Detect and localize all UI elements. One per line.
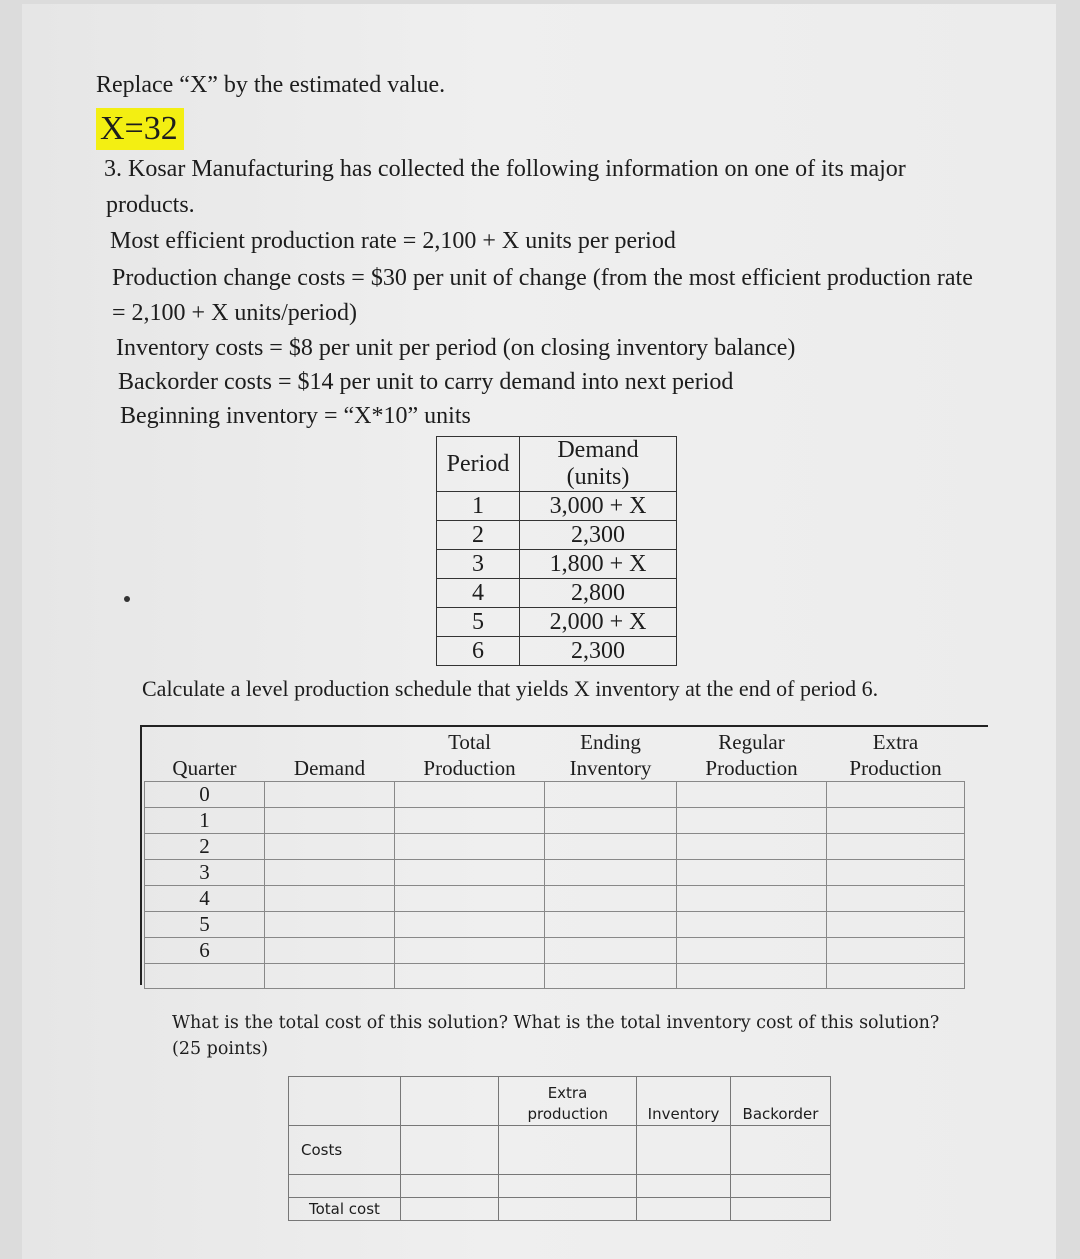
table-row [145, 860, 965, 886]
ending-inventory-input-cell[interactable] [545, 886, 677, 912]
table-row [437, 492, 677, 521]
cost-question [172, 1010, 939, 1062]
costs-row [289, 1126, 831, 1175]
period-cell: 2 [437, 521, 520, 550]
demand-input-cell[interactable] [265, 860, 395, 886]
cost-table [288, 1076, 831, 1221]
quarter-cell: 5 [145, 912, 265, 938]
production-table [144, 729, 965, 989]
extra-production-header [827, 729, 965, 782]
problem-line-5: = 2,100 + X units/period) [112, 300, 358, 326]
demand-cell: 2,800 [520, 579, 677, 608]
demand-input-cell[interactable] [265, 834, 395, 860]
ending-inventory-input-cell[interactable] [545, 912, 677, 938]
table-row [145, 834, 965, 860]
problem-line-4: Production change costs = $30 per unit of change (from the most efficient production rate [112, 265, 973, 291]
total-cost-input-cell[interactable] [499, 1198, 637, 1221]
ending-inventory-bottom: Inventory [569, 756, 652, 780]
cost-question-line-1: What is the total cost of this solution? What is the total inventory cost of this solution? [172, 1013, 940, 1033]
extra-production-input-cell[interactable] [827, 808, 965, 834]
total-production-input-cell[interactable] [395, 782, 545, 808]
backorder-cost-header: Backorder [731, 1077, 831, 1126]
total-cost-label: Total cost [289, 1198, 401, 1221]
demand-cell: 2,300 [520, 637, 677, 666]
production-table-header [145, 729, 965, 782]
quarter-cell: 1 [145, 808, 265, 834]
table-row [145, 808, 965, 834]
regular-production-input-cell[interactable] [677, 860, 827, 886]
demand-col-label: Demand [293, 756, 366, 780]
regular-production-input-cell[interactable] [677, 808, 827, 834]
table-row [145, 782, 965, 808]
quarter-cell: 6 [145, 938, 265, 964]
demand-input-cell[interactable] [265, 782, 395, 808]
problem-line-2: products. [106, 192, 195, 218]
extra-production-input-cell[interactable] [827, 782, 965, 808]
regular-production-input-cell[interactable] [677, 834, 827, 860]
inventory-cost-header: Inventory [637, 1077, 731, 1126]
cost-input-cell[interactable] [499, 1175, 637, 1198]
extra-production-input-cell[interactable] [827, 938, 965, 964]
cost-header-blank-2 [401, 1077, 499, 1126]
regular-production-bottom: Production [705, 756, 798, 780]
table-row [437, 608, 677, 637]
replace-instruction: Replace “X” by the estimated value. [96, 72, 446, 98]
table-row [145, 938, 965, 964]
total-production-bottom: Production [423, 756, 516, 780]
quarter-header [145, 729, 265, 782]
extra-production-cost-label: Extra production [527, 1084, 609, 1123]
ending-inventory-input-cell[interactable] [545, 964, 677, 989]
extra-production-input-cell[interactable] [827, 964, 965, 989]
extra-production-top: Extra [872, 730, 919, 754]
table-row [437, 521, 677, 550]
x-value-highlight: X=32 [96, 108, 184, 150]
demand-table [436, 436, 677, 666]
table-row [437, 550, 677, 579]
regular-production-header [677, 729, 827, 782]
quarter-cell: 4 [145, 886, 265, 912]
regular-production-input-cell[interactable] [677, 782, 827, 808]
demand-input-cell[interactable] [265, 938, 395, 964]
period-cell: 6 [437, 637, 520, 666]
total-production-input-cell[interactable] [395, 964, 545, 989]
cost-input-cell[interactable] [401, 1175, 499, 1198]
table-row [145, 912, 965, 938]
problem-line-3: Most efficient production rate = 2,100 + X units per period [110, 228, 676, 254]
total-production-input-cell[interactable] [395, 860, 545, 886]
total-production-input-cell[interactable] [395, 808, 545, 834]
extra-production-input-cell[interactable] [827, 886, 965, 912]
demand-col-header [265, 729, 395, 782]
demand-cell: 3,000 + X [520, 492, 677, 521]
extra-production-cost-header [499, 1077, 637, 1126]
quarter-cell [145, 964, 265, 989]
costs-spacer-row [289, 1175, 831, 1198]
extra-production-input-cell[interactable] [827, 860, 965, 886]
regular-production-input-cell[interactable] [677, 938, 827, 964]
demand-input-cell[interactable] [265, 808, 395, 834]
demand-input-cell[interactable] [265, 912, 395, 938]
total-cost-input-cell[interactable] [401, 1198, 499, 1221]
demand-input-cell[interactable] [265, 964, 395, 989]
ending-inventory-input-cell[interactable] [545, 938, 677, 964]
total-production-header [395, 729, 545, 782]
table-row [145, 964, 965, 989]
regular-production-input-cell[interactable] [677, 964, 827, 989]
demand-cell: 1,800 + X [520, 550, 677, 579]
regular-production-input-cell[interactable] [677, 886, 827, 912]
quarter-cell: 2 [145, 834, 265, 860]
period-cell: 1 [437, 492, 520, 521]
total-cost-row [289, 1198, 831, 1221]
total-cost-input-cell[interactable] [731, 1198, 831, 1221]
quarter-cell: 0 [145, 782, 265, 808]
calc-instruction: Calculate a level production schedule that yields X inventory at the end of period 6. [142, 676, 879, 701]
extra-production-bottom: Production [849, 756, 942, 780]
regular-production-input-cell[interactable] [677, 912, 827, 938]
period-cell: 4 [437, 579, 520, 608]
table-row [437, 637, 677, 666]
table-row [145, 886, 965, 912]
cost-input-cell[interactable] [637, 1126, 731, 1175]
total-cost-input-cell[interactable] [637, 1198, 731, 1221]
ending-inventory-input-cell[interactable] [545, 860, 677, 886]
table-row [437, 579, 677, 608]
period-cell: 5 [437, 608, 520, 637]
problem-line-8: Beginning inventory = “X*10” units [120, 403, 471, 429]
extra-production-input-cell[interactable] [827, 834, 965, 860]
demand-cell: 2,300 [520, 521, 677, 550]
cost-header-blank-1 [289, 1077, 401, 1126]
total-production-input-cell[interactable] [395, 912, 545, 938]
cost-input-cell[interactable] [499, 1126, 637, 1175]
problem-line-6: Inventory costs = $8 per unit per period (on closing inventory balance) [116, 335, 796, 361]
cost-input-cell[interactable] [731, 1175, 831, 1198]
extra-production-input-cell[interactable] [827, 912, 965, 938]
demand-header: Demand (units) [520, 437, 677, 492]
problem-line-1-text: 3. Kosar Manufacturing has collected the following information on one of its major [104, 156, 906, 182]
total-production-input-cell[interactable] [395, 886, 545, 912]
cost-question-line-2: (25 points) [172, 1039, 269, 1059]
ending-inventory-input-cell[interactable] [545, 808, 677, 834]
ending-inventory-input-cell[interactable] [545, 782, 677, 808]
quarter-header-label: Quarter [172, 756, 237, 780]
ending-inventory-header [545, 729, 677, 782]
problem-line-7: Backorder costs = $14 per unit to carry demand into next period [118, 369, 734, 395]
ending-inventory-top: Ending [580, 730, 641, 754]
costs-label: Costs [289, 1126, 401, 1175]
regular-production-top: Regular [718, 730, 785, 754]
period-header: Period [437, 437, 520, 492]
problem-line-1 [104, 156, 906, 183]
cost-input-cell[interactable] [401, 1126, 499, 1175]
total-production-input-cell[interactable] [395, 834, 545, 860]
period-cell: 3 [437, 550, 520, 579]
total-production-input-cell[interactable] [395, 938, 545, 964]
cost-input-cell[interactable] [637, 1175, 731, 1198]
quarter-cell: 3 [145, 860, 265, 886]
cost-table-header [289, 1077, 831, 1126]
demand-cell: 2,000 + X [520, 608, 677, 637]
ending-inventory-input-cell[interactable] [545, 834, 677, 860]
demand-table-header [437, 437, 677, 492]
stray-dot [124, 596, 130, 602]
total-production-top: Total [448, 730, 491, 754]
demand-input-cell[interactable] [265, 886, 395, 912]
spacer-cell [289, 1175, 401, 1198]
cost-input-cell[interactable] [731, 1126, 831, 1175]
